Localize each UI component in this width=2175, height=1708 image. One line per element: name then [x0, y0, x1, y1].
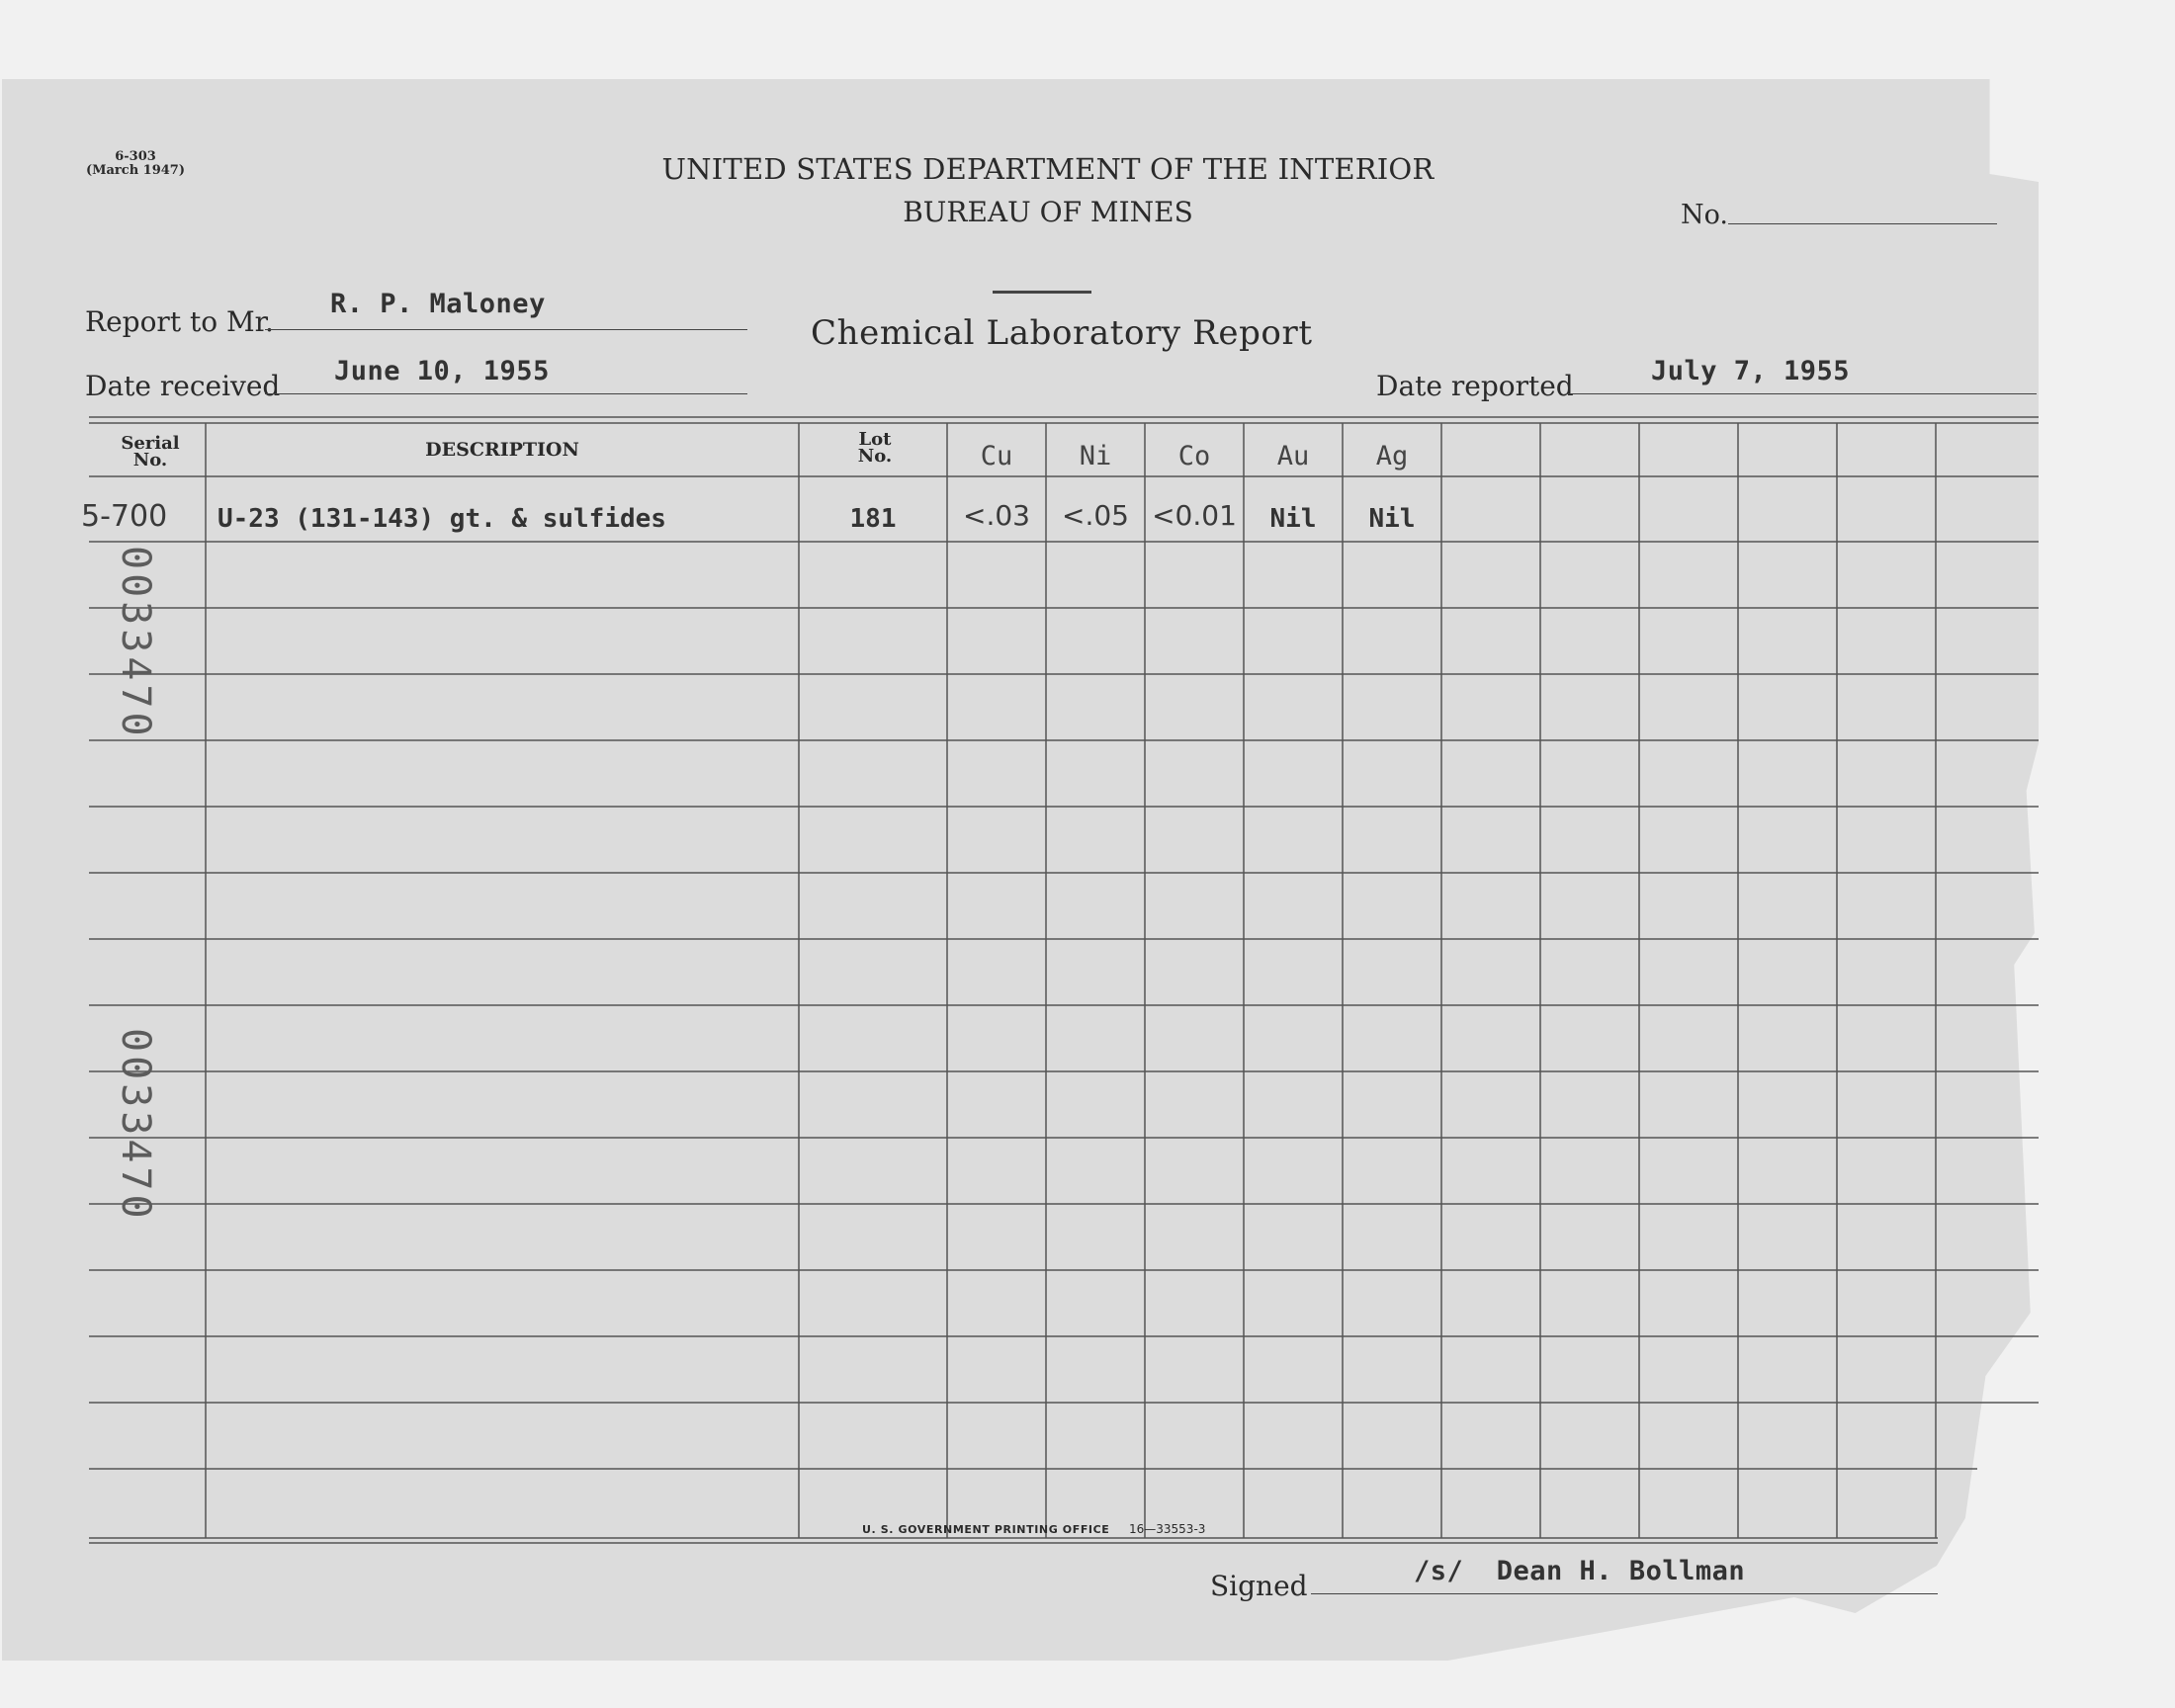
ni-value-cell[interactable]: <.05	[1062, 499, 1129, 532]
document-number-stamp: 0033470	[113, 546, 158, 740]
co-value-cell[interactable]: <0.01	[1152, 499, 1237, 532]
date-received-value[interactable]: June 10, 1955	[334, 356, 550, 386]
signature-value[interactable]: /s/ Dean H. Bollman	[1414, 1556, 1746, 1586]
department-title: UNITED STATES DEPARTMENT OF THE INTERIOR	[661, 152, 1435, 186]
ag-value-cell[interactable]: Nil	[1368, 504, 1416, 534]
signature-line	[1311, 1593, 1938, 1594]
date-received-label: Date received	[85, 370, 281, 402]
document-number-stamp: 0033470	[113, 1028, 158, 1223]
lot-no-cell[interactable]: 181	[849, 504, 897, 534]
au-column-header: Au	[1276, 441, 1310, 471]
au-value-cell[interactable]: Nil	[1269, 504, 1317, 534]
description-cell[interactable]: U-23 (131-143) gt. & sulfides	[218, 504, 666, 534]
report-to-value[interactable]: R. P. Maloney	[330, 289, 546, 319]
serial-header-line2: No.	[132, 450, 168, 470]
report-number-label: No.	[1681, 200, 1728, 230]
lot-header-line2: No.	[857, 446, 893, 467]
serial-no-header	[111, 435, 190, 469]
bureau-title: BUREAU OF MINES	[903, 196, 1193, 228]
cu-column-header: Cu	[980, 441, 1013, 471]
signed-label: Signed	[1210, 1570, 1308, 1602]
report-title: Chemical Laboratory Report	[811, 313, 1313, 353]
date-reported-value[interactable]: July 7, 1955	[1651, 356, 1851, 386]
serial-header-line1: Serial	[121, 433, 180, 454]
lot-header-line1: Lot	[858, 429, 892, 450]
description-header: DESCRIPTION	[425, 439, 579, 461]
cu-value-cell[interactable]: <.03	[963, 499, 1030, 532]
date-reported-label: Date reported	[1376, 370, 1574, 402]
ni-column-header: Ni	[1079, 441, 1112, 471]
ag-column-header: Ag	[1375, 441, 1409, 471]
lot-no-header	[830, 431, 919, 465]
printing-office-code: 16—33553-3	[1129, 1522, 1206, 1536]
form-revision: (March 1947)	[85, 163, 186, 178]
report-to-label: Report to Mr.	[85, 305, 274, 338]
co-column-header: Co	[1177, 441, 1211, 471]
printing-office-line: U. S. GOVERNMENT PRINTING OFFICE	[862, 1523, 1110, 1536]
form-number: 6-303	[115, 149, 156, 164]
serial-no-cell[interactable]: 5-700	[81, 499, 168, 534]
